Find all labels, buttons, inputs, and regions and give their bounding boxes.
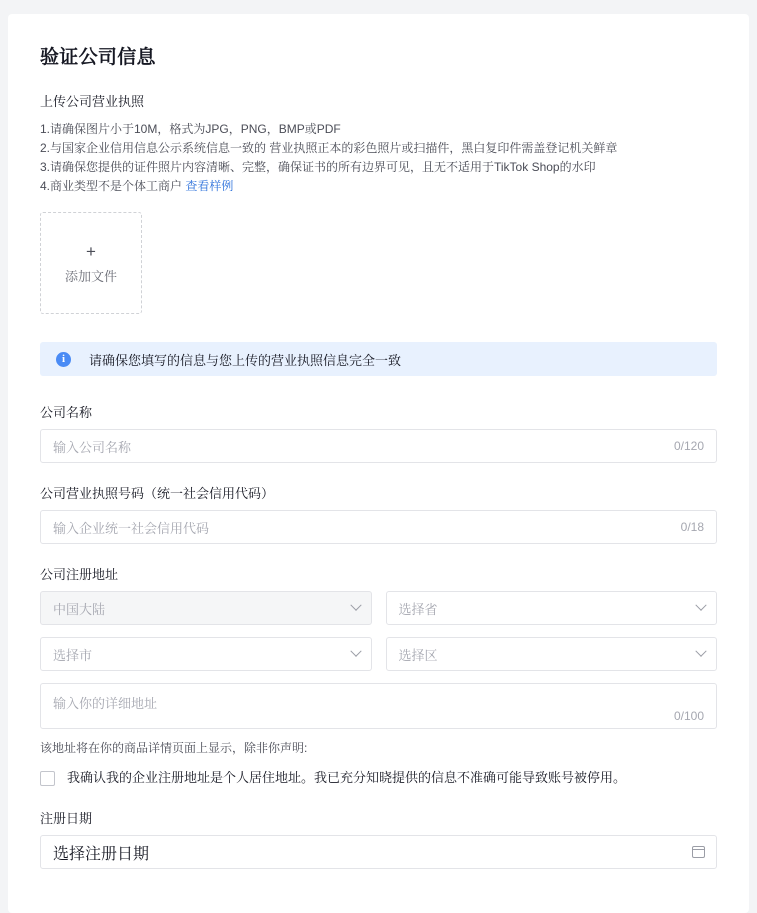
address-row-1 (40, 591, 717, 625)
address-row-2 (40, 637, 717, 671)
info-alert (40, 342, 717, 376)
page-title: 验证公司信息 (40, 47, 156, 68)
residential-address-consent-row (40, 770, 717, 786)
license-number-label: 公司营业执照号码（统一社会信用代码） (40, 486, 275, 501)
city-value: 选择市 (53, 647, 93, 663)
plus-icon: + (86, 241, 96, 261)
province-value: 选择省 (398, 601, 438, 617)
address-note: 该地址将在你的商品详情页面上显示，除非你声明: (40, 741, 308, 755)
country-select[interactable] (40, 591, 372, 625)
calendar-icon (692, 846, 705, 858)
upload-rule-4-text: 4.商业类型不是个体工商户 (40, 179, 183, 193)
residential-address-consent-label: 我确认我的企业注册地址是个人居住地址。我已充分知晓提供的信息不准确可能导致账号被停用。 (67, 770, 627, 785)
info-icon: i (56, 352, 71, 367)
license-number-field (40, 483, 717, 544)
province-select[interactable] (386, 591, 718, 625)
view-sample-link[interactable]: 查看样例 (185, 179, 234, 193)
upload-section-label: 上传公司营业执照 (40, 94, 145, 109)
city-select[interactable] (40, 637, 372, 671)
upload-rule-1: 1.请确保图片小于10M，格式为JPG，PNG，BMP或PDF (40, 122, 341, 136)
info-alert-text: 请确保您填写的信息与您上传的营业执照信息完全一致 (89, 352, 402, 368)
detail-address-placeholder: 输入你的详细地址 (53, 696, 158, 711)
register-date-field (40, 808, 717, 869)
license-number-counter: 0/18 (680, 520, 704, 534)
upload-rule-2: 2.与国家企业信用信息公示系统信息一致的 营业执照正本的彩色照片或扫描件，黑白复印件需盖登记机关鲜章 (40, 141, 618, 155)
detail-address-input[interactable] (40, 683, 717, 729)
company-name-field (40, 402, 717, 463)
company-name-input[interactable] (40, 429, 717, 463)
country-value: 中国大陆 (53, 601, 106, 617)
upload-rule-4 (40, 177, 717, 196)
license-number-input[interactable] (40, 510, 717, 544)
chevron-down-icon (695, 646, 706, 657)
residential-address-checkbox[interactable] (40, 771, 55, 786)
add-file-upload-box[interactable] (40, 212, 142, 314)
company-address-section (40, 564, 717, 786)
company-name-counter: 0/120 (673, 439, 704, 453)
company-name-label: 公司名称 (40, 405, 93, 420)
chevron-down-icon (695, 600, 706, 611)
register-date-placeholder: 选择注册日期 (53, 845, 150, 863)
upload-rule-3: 3.请确保您提供的证件照片内容清晰、完整，确保证书的所有边界可见，且无不适用于TikTok Shop的水印 (40, 160, 596, 174)
register-date-input[interactable] (40, 835, 717, 869)
detail-address-counter: 0/100 (673, 709, 704, 723)
district-value: 选择区 (398, 647, 438, 663)
upload-rules-list (40, 120, 717, 196)
add-file-label: 添加文件 (64, 268, 117, 284)
license-number-placeholder: 输入企业统一社会信用代码 (53, 520, 210, 536)
chevron-down-icon (350, 646, 361, 657)
chevron-down-icon (350, 600, 361, 611)
company-name-placeholder: 输入公司名称 (53, 439, 132, 455)
district-select[interactable] (386, 637, 718, 671)
company-address-label: 公司注册地址 (40, 567, 119, 582)
verify-company-card (8, 14, 749, 913)
register-date-label: 注册日期 (40, 811, 93, 826)
